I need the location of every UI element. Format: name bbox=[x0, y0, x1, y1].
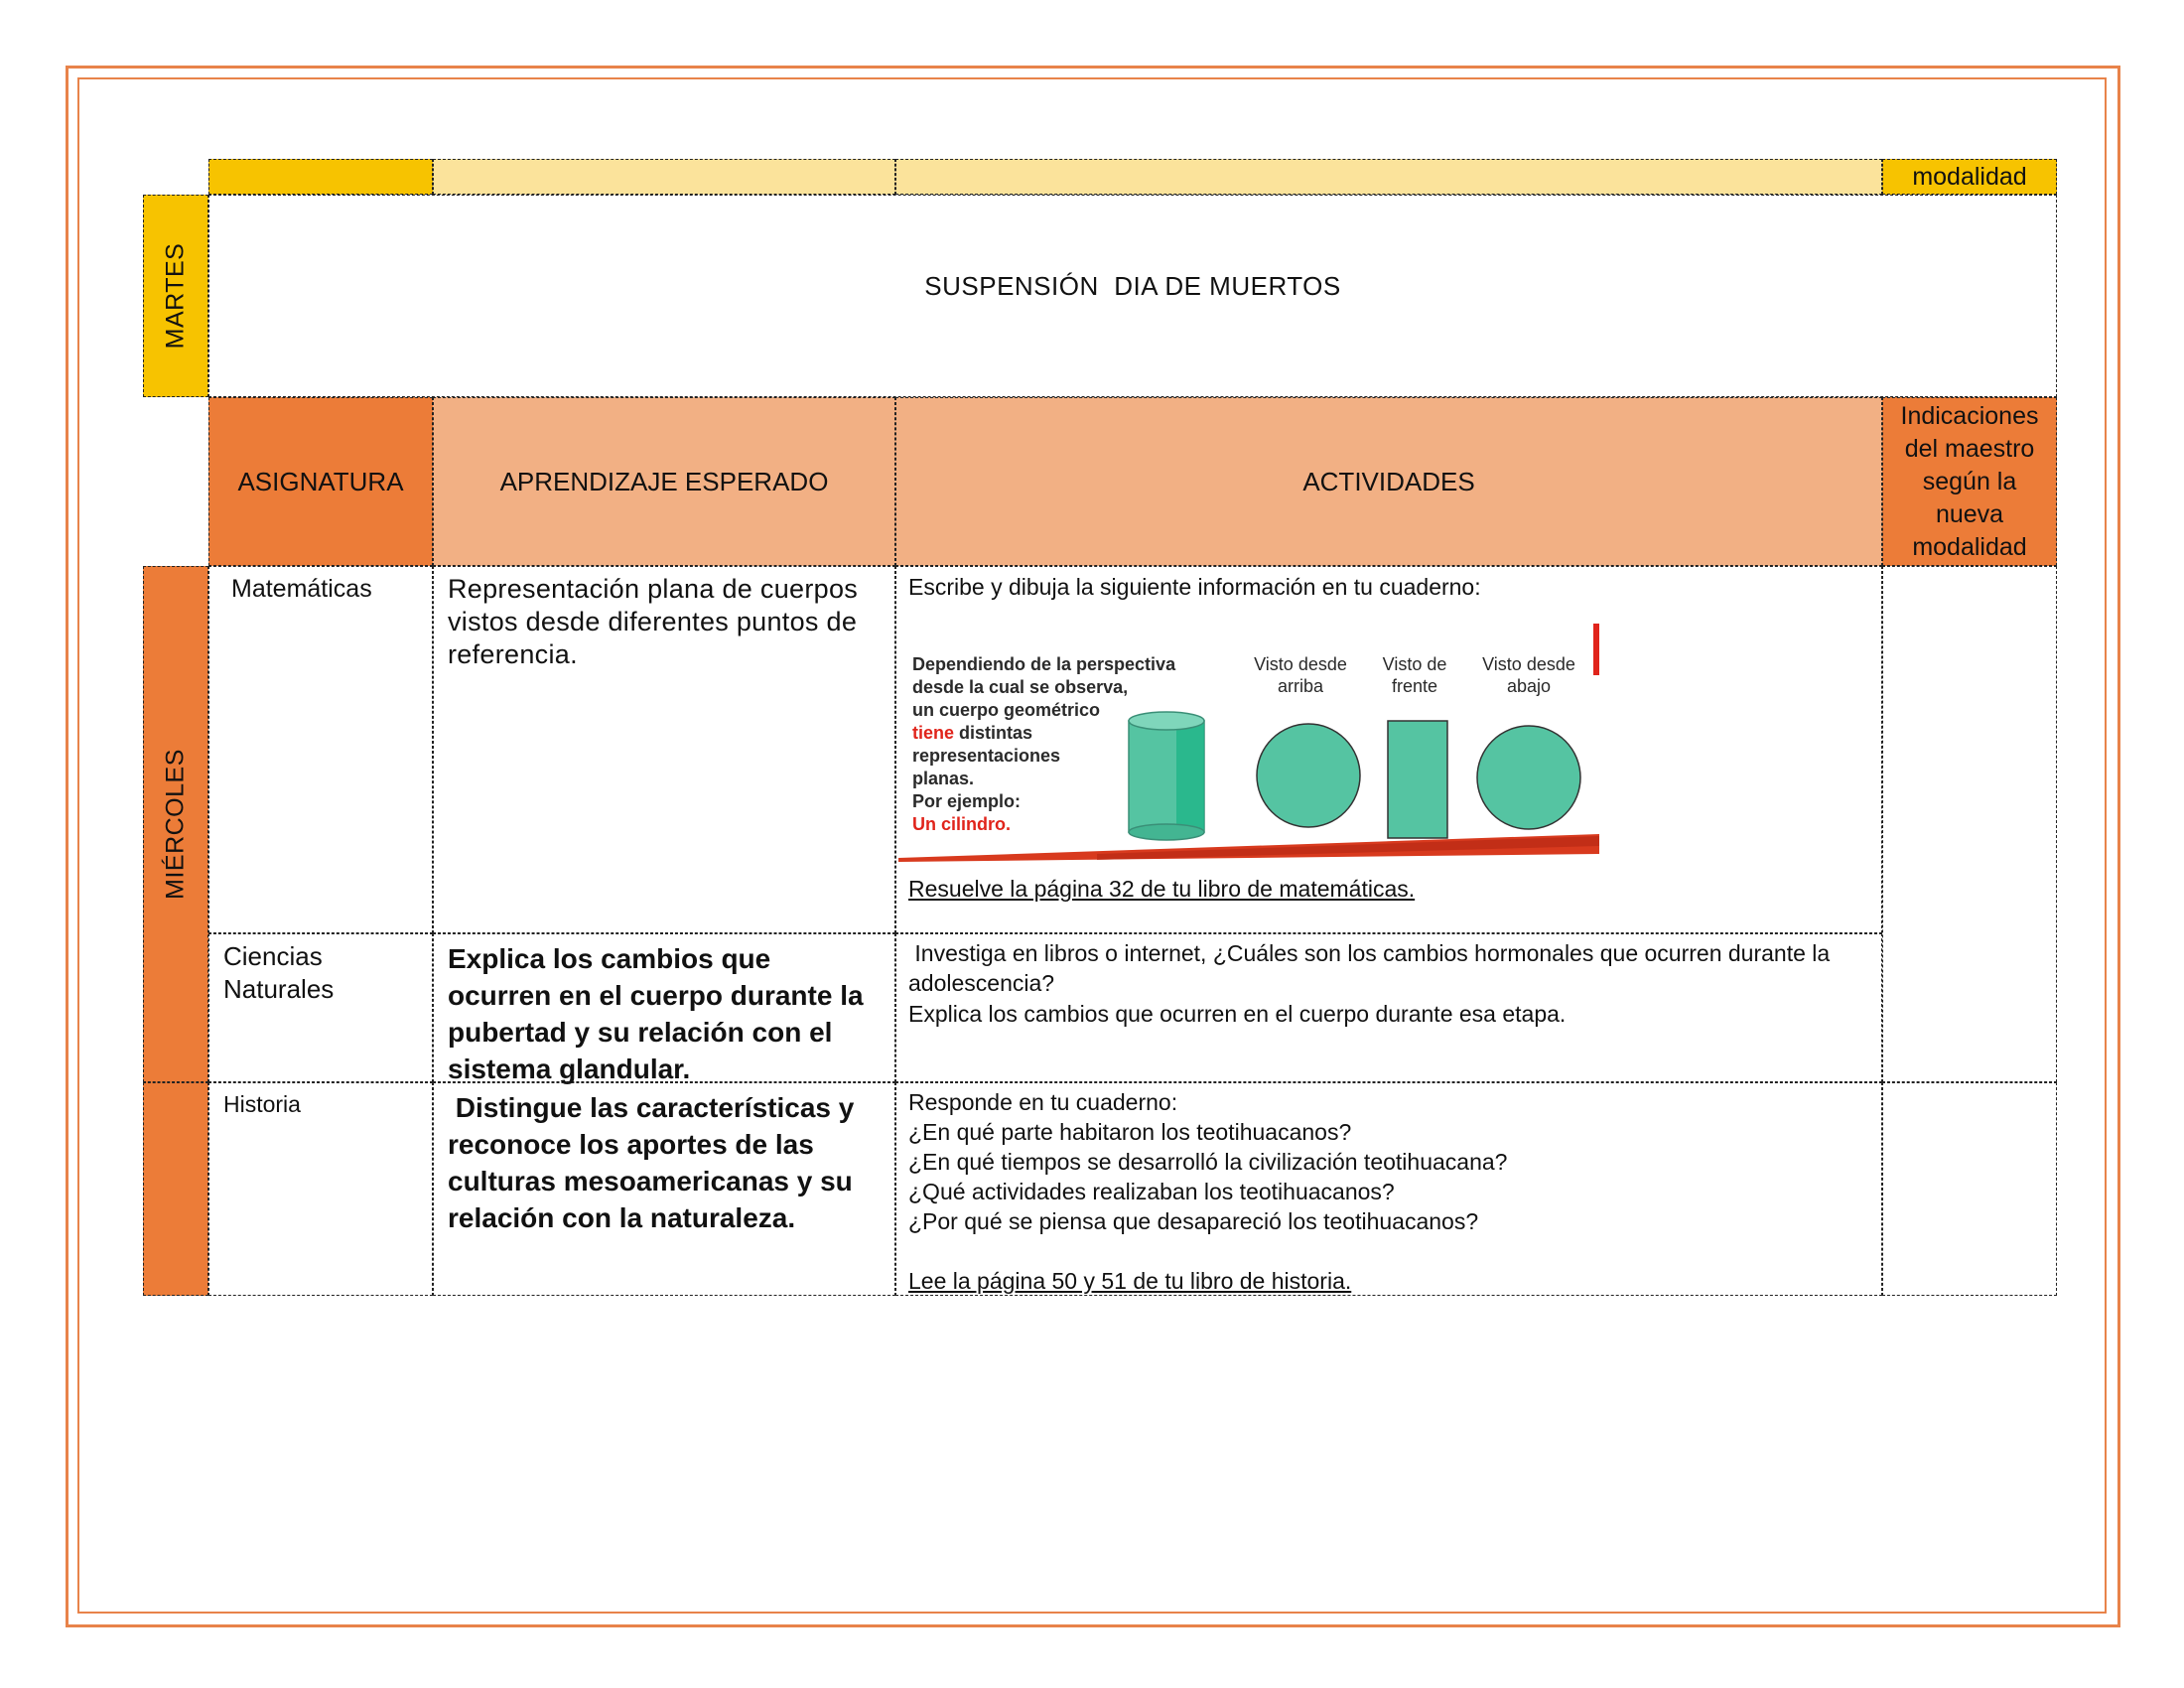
caption-bottom-view: Visto desde abajo bbox=[1482, 654, 1575, 696]
header-strip-cell-3 bbox=[895, 159, 1882, 195]
perspective-figure bbox=[898, 624, 1603, 862]
activity-matematicas-intro: Escribe y dibuja la siguiente información en tu cuaderno: bbox=[908, 574, 1481, 600]
cylinder-icon bbox=[1129, 712, 1204, 840]
column-header-asignatura: ASIGNATURA bbox=[208, 397, 433, 566]
activity-historia-line-1: Responde en tu cuaderno: bbox=[908, 1089, 1178, 1115]
activity-matematicas-link[interactable]: Resuelve la página 32 de tu libro de matemáticas. bbox=[908, 876, 1416, 902]
subject-historia: Historia bbox=[208, 1082, 433, 1296]
activity-ciencias-line-1: Investiga en libros o internet, ¿Cuáles son los cambios hormonales que ocurren durante la adolescencia? bbox=[908, 940, 1837, 996]
figure-text-line: representaciones bbox=[912, 746, 1061, 766]
column-header-aprendizaje: APRENDIZAJE ESPERADO bbox=[433, 397, 895, 566]
indicaciones-cell-2 bbox=[1882, 1082, 2057, 1296]
figure-text-after-red: distintas bbox=[954, 723, 1033, 743]
figure-accent-stripe bbox=[1593, 624, 1599, 675]
figure-shapes bbox=[898, 624, 1603, 862]
figure-red-example: Un cilindro. bbox=[912, 814, 1011, 834]
caption-top-view: Visto desde arriba bbox=[1254, 654, 1347, 696]
figure-text-line: un cuerpo geométrico bbox=[912, 700, 1101, 720]
activity-historia-line-4: ¿Qué actividades realizaban los teotihuacanos? bbox=[908, 1179, 1395, 1204]
column-header-actividades: ACTIVIDADES bbox=[895, 397, 1882, 566]
activity-ciencias-line-2: Explica los cambios que ocurren en el cuerpo durante esa etapa. bbox=[908, 1001, 1567, 1027]
learning-matematicas: Representación plana de cuerpos vistos desde diferentes puntos de referencia. bbox=[433, 566, 895, 933]
activity-historia-line-5: ¿Por qué se piensa que desapareció los teotihuacanos? bbox=[908, 1208, 1479, 1234]
indicaciones-cell-1 bbox=[1882, 566, 2057, 1082]
activity-historia-line-2: ¿En qué parte habitaron los teotihuacanos? bbox=[908, 1119, 1352, 1145]
martes-notice bbox=[208, 195, 2057, 397]
header-strip-cell-1 bbox=[208, 159, 433, 195]
circle-top-view-icon bbox=[1257, 724, 1360, 827]
day-label-miercoles-text: MIÉRCOLES bbox=[161, 749, 190, 900]
figure-text-line: Por ejemplo: bbox=[912, 791, 1022, 811]
header-strip-cell-2 bbox=[433, 159, 895, 195]
subject-matematicas: Matemáticas bbox=[208, 566, 433, 933]
activity-historia bbox=[895, 1082, 1882, 1296]
figure-text-line: desde la cual se observa, bbox=[912, 677, 1129, 697]
learning-ciencias: Explica los cambios que ocurren en el cuerpo durante la pubertad y su relación con el sistema glandular. bbox=[433, 933, 895, 1082]
subject-ciencias: Ciencias Naturales bbox=[208, 933, 433, 1082]
figure-text-line: planas. bbox=[912, 769, 975, 788]
day-label-martes bbox=[143, 195, 208, 397]
day-label-martes-text: MARTES bbox=[161, 242, 190, 350]
martes-notice-text: SUSPENSIÓN DIA DE MUERTOS bbox=[924, 270, 1341, 301]
rectangle-front-view-icon bbox=[1388, 721, 1447, 838]
modalidad-label: modalidad bbox=[1882, 159, 2057, 195]
activity-ciencias bbox=[895, 933, 1882, 1082]
day-column-continuation bbox=[143, 1082, 208, 1296]
learning-historia: Distingue las características y reconoce los aportes de las culturas mesoamericanas y su relación con la naturaleza. bbox=[433, 1082, 895, 1296]
day-label-miercoles bbox=[143, 566, 208, 1082]
caption-front-view: Visto de frente bbox=[1382, 654, 1447, 696]
column-header-indicaciones: Indicaciones del maestro según la nueva modalidad bbox=[1882, 397, 2057, 566]
figure-red-word: tiene bbox=[912, 723, 955, 743]
figure-text-line: Dependiendo de la perspectiva bbox=[912, 654, 1176, 674]
circle-bottom-view-icon bbox=[1477, 726, 1580, 829]
activity-historia-line-3: ¿En qué tiempos se desarrolló la civilización teotihuacana? bbox=[908, 1149, 1508, 1175]
activity-historia-link[interactable]: Lee la página 50 y 51 de tu libro de historia. bbox=[908, 1268, 1352, 1294]
